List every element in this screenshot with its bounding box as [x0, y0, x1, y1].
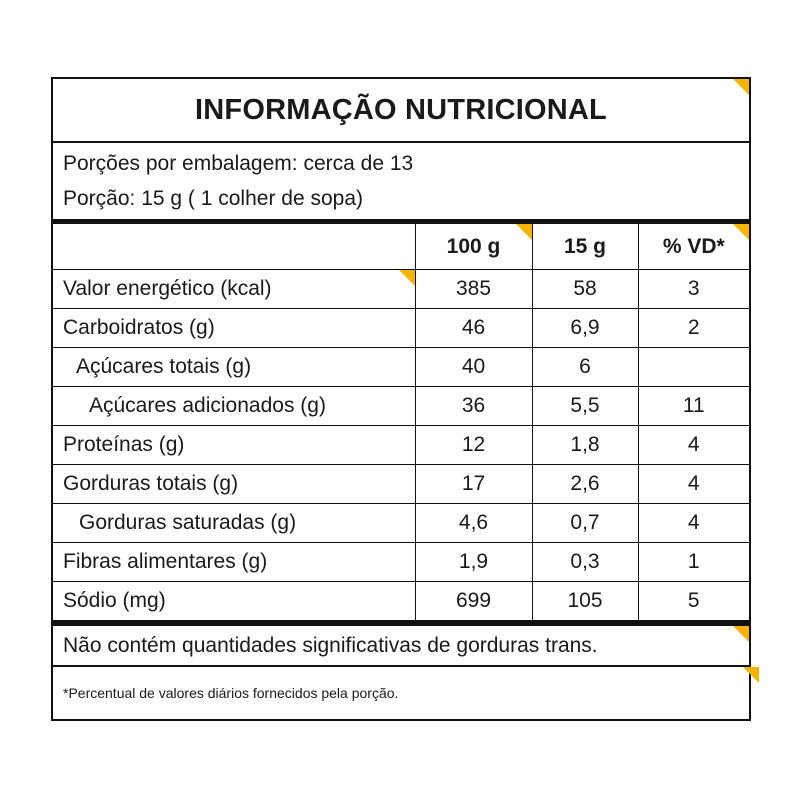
value-per-15g: 5,5: [532, 387, 638, 426]
value-per-15g: 0,7: [532, 504, 638, 543]
nutrient-label: Gorduras saturadas (g): [53, 504, 415, 543]
table-row: [53, 543, 749, 582]
header-per-100g: 100 g: [415, 224, 532, 270]
table-row: [53, 387, 749, 426]
value-per-100g: 40: [415, 348, 532, 387]
table-row: [53, 348, 749, 387]
value-daily: 3: [638, 270, 749, 309]
value-per-100g: 17: [415, 465, 532, 504]
header-daily-value: % VD*: [638, 224, 749, 270]
header-nutrient: [53, 224, 415, 270]
value-per-15g: 6,9: [532, 309, 638, 348]
value-daily: 4: [638, 465, 749, 504]
corner-marker-icon: [733, 224, 749, 240]
value-daily: 5: [638, 582, 749, 621]
corner-marker-icon: [516, 224, 532, 240]
value-per-15g: 0,3: [532, 543, 638, 582]
table-row: [53, 270, 749, 309]
table-row: [53, 465, 749, 504]
value-per-100g: 385: [415, 270, 532, 309]
nutrient-label: Valor energético (kcal): [53, 270, 415, 309]
nutrient-label: Açúcares adicionados (g): [53, 387, 415, 426]
table-row: [53, 426, 749, 465]
trans-fat-note: Não contém quantidades significativas de gorduras trans.: [53, 626, 749, 667]
value-daily: 4: [638, 426, 749, 465]
table-row: [53, 309, 749, 348]
header-per-15g: 15 g: [532, 224, 638, 270]
value-daily: 11: [638, 387, 749, 426]
value-per-100g: 36: [415, 387, 532, 426]
portion-size: Porção: 15 g ( 1 colher de sopa): [63, 187, 364, 210]
nutrient-label: Gorduras totais (g): [53, 465, 415, 504]
value-daily: [638, 348, 749, 387]
nutrient-label: Carboidratos (g): [53, 309, 415, 348]
footnote: *Percentual de valores diários fornecidos pela porção.: [53, 667, 759, 719]
value-per-15g: 58: [532, 270, 638, 309]
nutrient-label: Açúcares totais (g): [53, 348, 415, 387]
corner-marker-icon: [399, 270, 415, 286]
value-per-100g: 699: [415, 582, 532, 621]
value-per-100g: 1,9: [415, 543, 532, 582]
nutrient-label: Sódio (mg): [53, 582, 415, 621]
nutrition-facts-panel: [51, 77, 751, 721]
value-daily: 2: [638, 309, 749, 348]
nutrition-table: [53, 224, 749, 621]
nutrient-label: Proteínas (g): [53, 426, 415, 465]
table-header-row: [53, 224, 749, 270]
servings-per-package: Porções por embalagem: cerca de 13: [63, 152, 414, 175]
value-daily: 4: [638, 504, 749, 543]
table-row: [53, 504, 749, 543]
value-per-15g: 6: [532, 348, 638, 387]
value-per-15g: 105: [532, 582, 638, 621]
corner-marker-icon: [733, 79, 749, 95]
nutrient-label: Fibras alimentares (g): [53, 543, 415, 582]
value-per-15g: 2,6: [532, 465, 638, 504]
corner-marker-icon: [743, 667, 759, 683]
table-row: [53, 582, 749, 621]
value-daily: 1: [638, 543, 749, 582]
corner-marker-icon: [733, 626, 749, 642]
value-per-100g: 12: [415, 426, 532, 465]
value-per-100g: 46: [415, 309, 532, 348]
value-per-100g: 4,6: [415, 504, 532, 543]
panel-title: INFORMAÇÃO NUTRICIONAL: [53, 79, 749, 143]
serving-info: [53, 143, 749, 219]
value-per-15g: 1,8: [532, 426, 638, 465]
